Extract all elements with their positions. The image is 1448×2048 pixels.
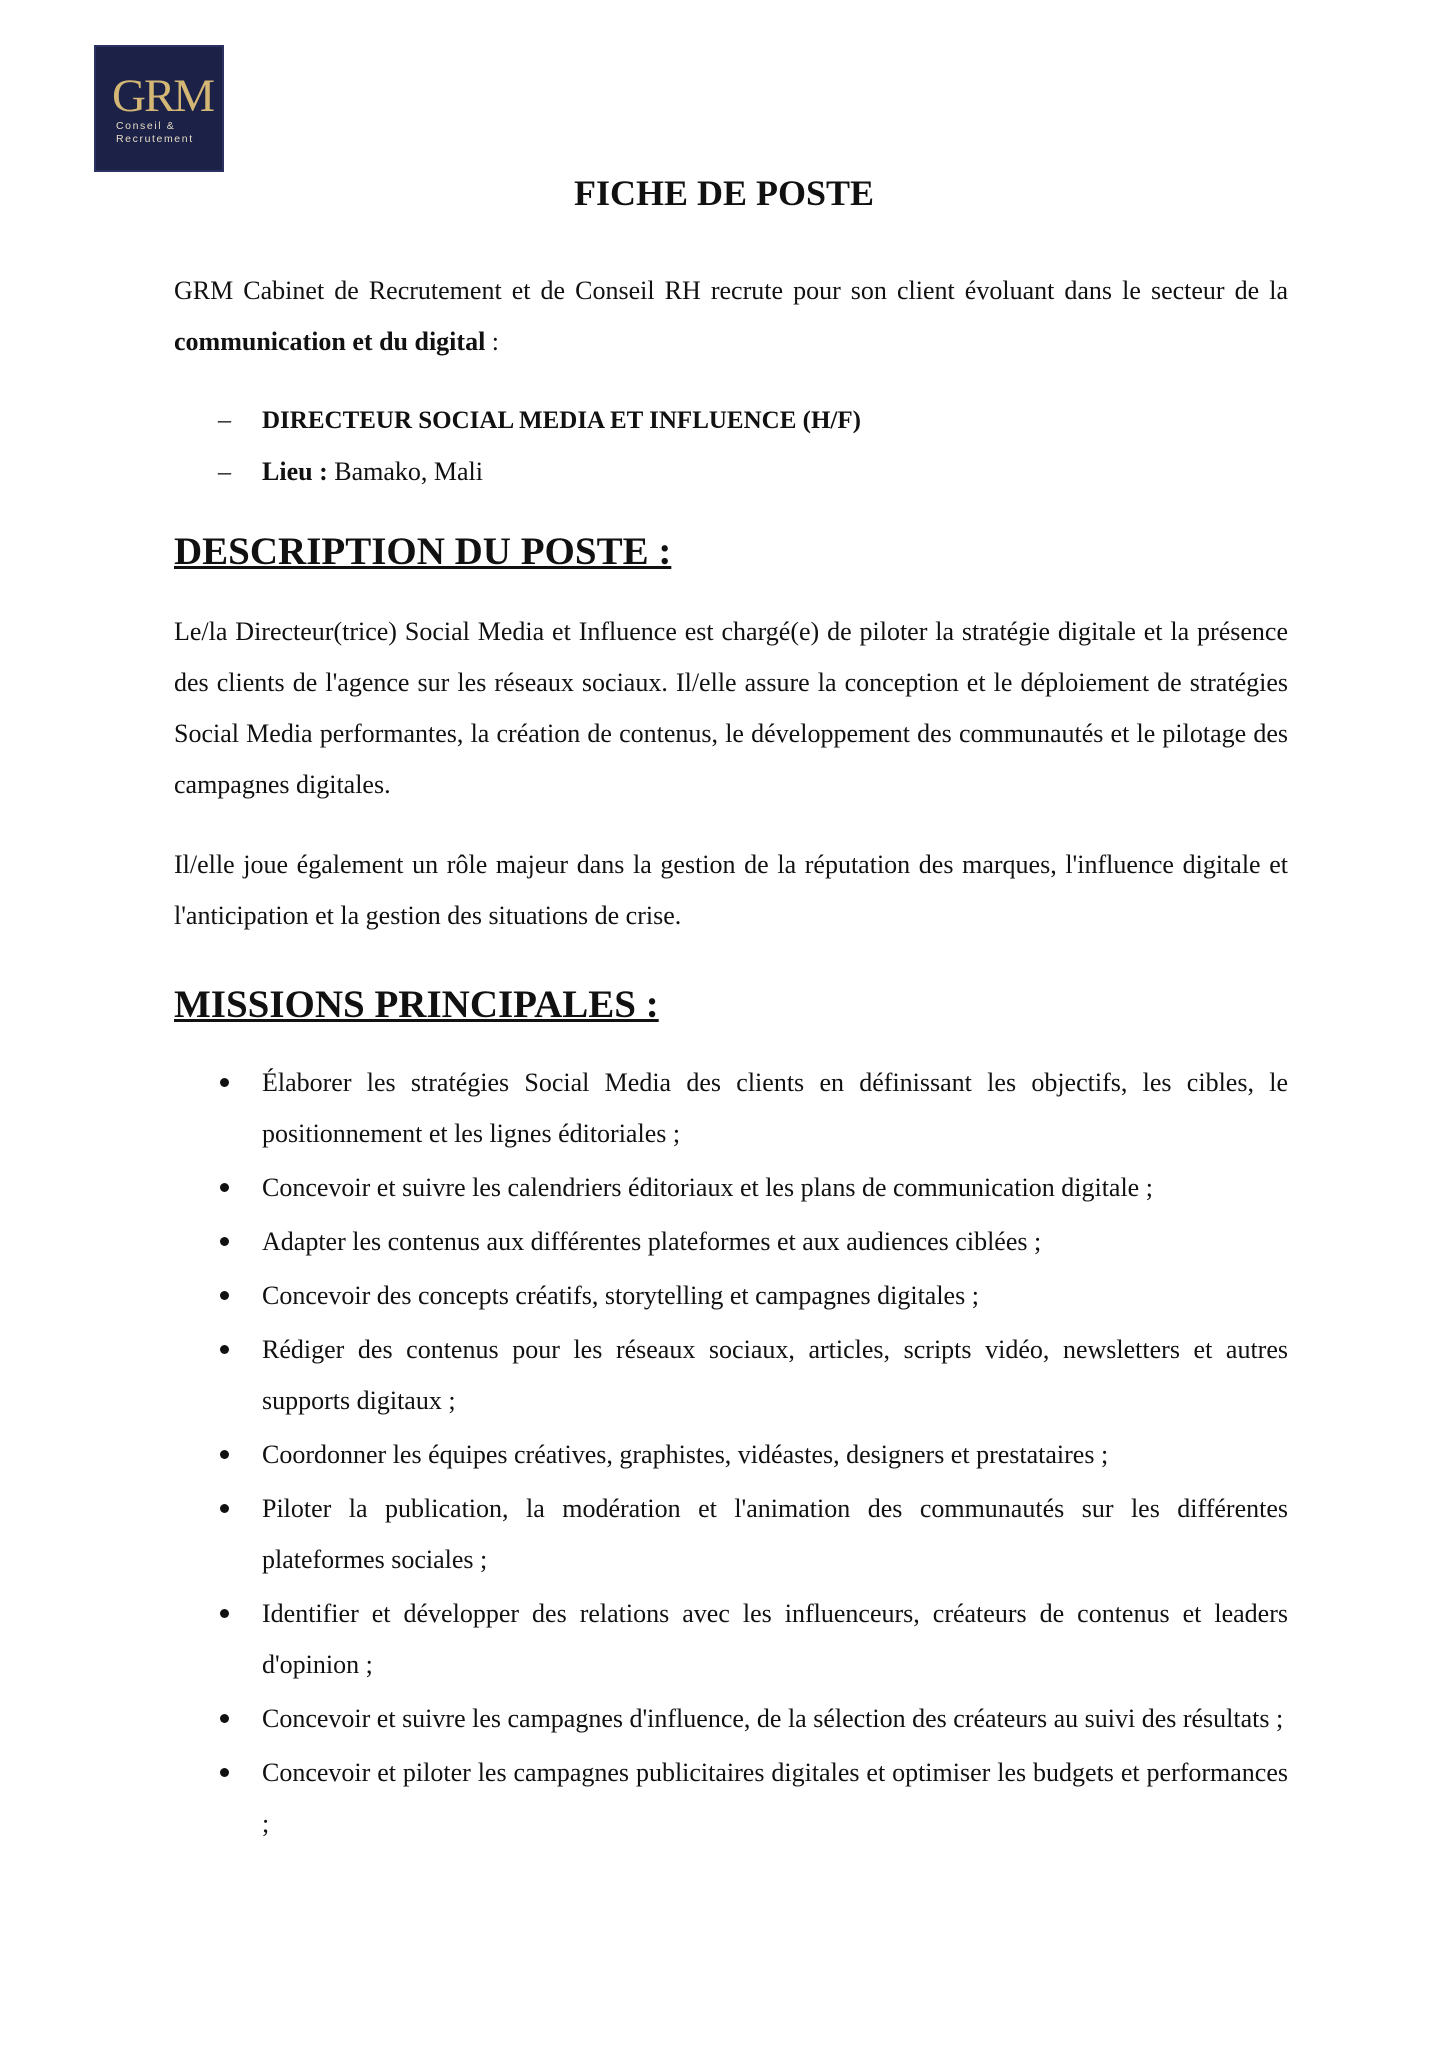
list-item <box>174 1057 1288 1159</box>
mission-text: Concevoir et piloter les campagnes publicitaires digitales et optimiser les budgets et performances ; <box>262 1758 1288 1838</box>
location-value: Bamako, Mali <box>327 457 483 486</box>
document-body <box>174 265 1288 1852</box>
bullet-icon <box>220 1345 229 1354</box>
dash-marker: – <box>218 457 231 486</box>
mission-text: Adapter les contenus aux différentes plateformes et aux audiences ciblées ; <box>262 1227 1042 1256</box>
location-label: Lieu : <box>262 457 328 486</box>
missions-heading: MISSIONS PRINCIPALES : <box>174 983 659 1026</box>
list-item <box>174 1270 1288 1321</box>
list-item <box>174 394 1288 446</box>
bullet-icon <box>220 1504 229 1513</box>
list-item <box>174 1429 1288 1480</box>
list-item <box>174 1162 1288 1213</box>
intro-text: GRM Cabinet de Recrutement et de Conseil RH recrute pour son client évoluant dans le secteur de la <box>174 276 1288 305</box>
mission-text: Rédiger des contenus pour les réseaux sociaux, articles, scripts vidéo, newsletters et autres supports digitaux ; <box>262 1335 1288 1415</box>
list-item <box>174 1747 1288 1849</box>
list-item <box>174 1216 1288 1267</box>
mission-text: Coordonner les équipes créatives, graphistes, vidéastes, designers et prestataires ; <box>262 1440 1109 1469</box>
company-logo <box>94 45 224 172</box>
list-item <box>174 1588 1288 1690</box>
list-item <box>174 446 1288 497</box>
logo-subtitle-line1: Conseil & <box>116 120 176 132</box>
mission-text: Concevoir et suivre les calendriers éditoriaux et les plans de communication digitale ; <box>262 1173 1153 1202</box>
list-item <box>174 1324 1288 1426</box>
bullet-icon <box>220 1291 229 1300</box>
intro-paragraph <box>174 265 1288 367</box>
intro-colon: : <box>485 327 500 356</box>
logo-subtitle-line2: Recrutement <box>116 133 194 145</box>
mission-text: Élaborer les stratégies Social Media des clients en définissant les objectifs, les cibles, le positionnement et les lignes éditoriales ; <box>262 1068 1288 1148</box>
bullet-icon <box>220 1768 229 1777</box>
bullet-icon <box>220 1450 229 1459</box>
list-item <box>174 1693 1288 1744</box>
mission-text: Piloter la publication, la modération et l'animation des communautés sur les différentes plateformes sociales ; <box>262 1494 1288 1574</box>
job-title: DIRECTEUR SOCIAL MEDIA ET INFLUENCE (H/F) <box>262 407 861 434</box>
page-title: FICHE DE POSTE <box>573 173 875 213</box>
missions-list <box>174 1057 1288 1849</box>
mission-text: Concevoir des concepts créatifs, storytelling et campagnes digitales ; <box>262 1281 979 1310</box>
bullet-icon <box>220 1183 229 1192</box>
intro-sector: communication et du digital <box>174 327 486 356</box>
bullet-icon <box>220 1714 229 1723</box>
bullet-icon <box>220 1609 229 1618</box>
bullet-icon <box>220 1078 229 1087</box>
logo-mark: GRM <box>112 70 214 122</box>
dash-marker: – <box>218 405 231 434</box>
description-paragraph: Il/elle joue également un rôle majeur dans la gestion de la réputation des marques, l'influence digitale et l'anticipation et la gestion des situations de crise. <box>174 850 1288 930</box>
position-list <box>174 394 1288 497</box>
bullet-icon <box>220 1237 229 1246</box>
mission-text: Identifier et développer des relations avec les influenceurs, créateurs de contenus et leaders d'opinion ; <box>262 1599 1288 1679</box>
description-paragraph: Le/la Directeur(trice) Social Media et Influence est chargé(e) de piloter la stratégie digitale et la présence des clients de l'agence sur les réseaux sociaux. Il/elle assure la conception et le déploiement de stratégies Social Media performantes, la création de contenus, le développement des communautés et le pilotage des campagnes digitales. <box>174 617 1288 799</box>
mission-text: Concevoir et suivre les campagnes d'influence, de la sélection des créateurs au suivi des résultats ; <box>262 1704 1284 1733</box>
list-item <box>174 1483 1288 1585</box>
logo-subtitle <box>116 120 194 146</box>
description-heading: DESCRIPTION DU POSTE : <box>174 530 672 573</box>
